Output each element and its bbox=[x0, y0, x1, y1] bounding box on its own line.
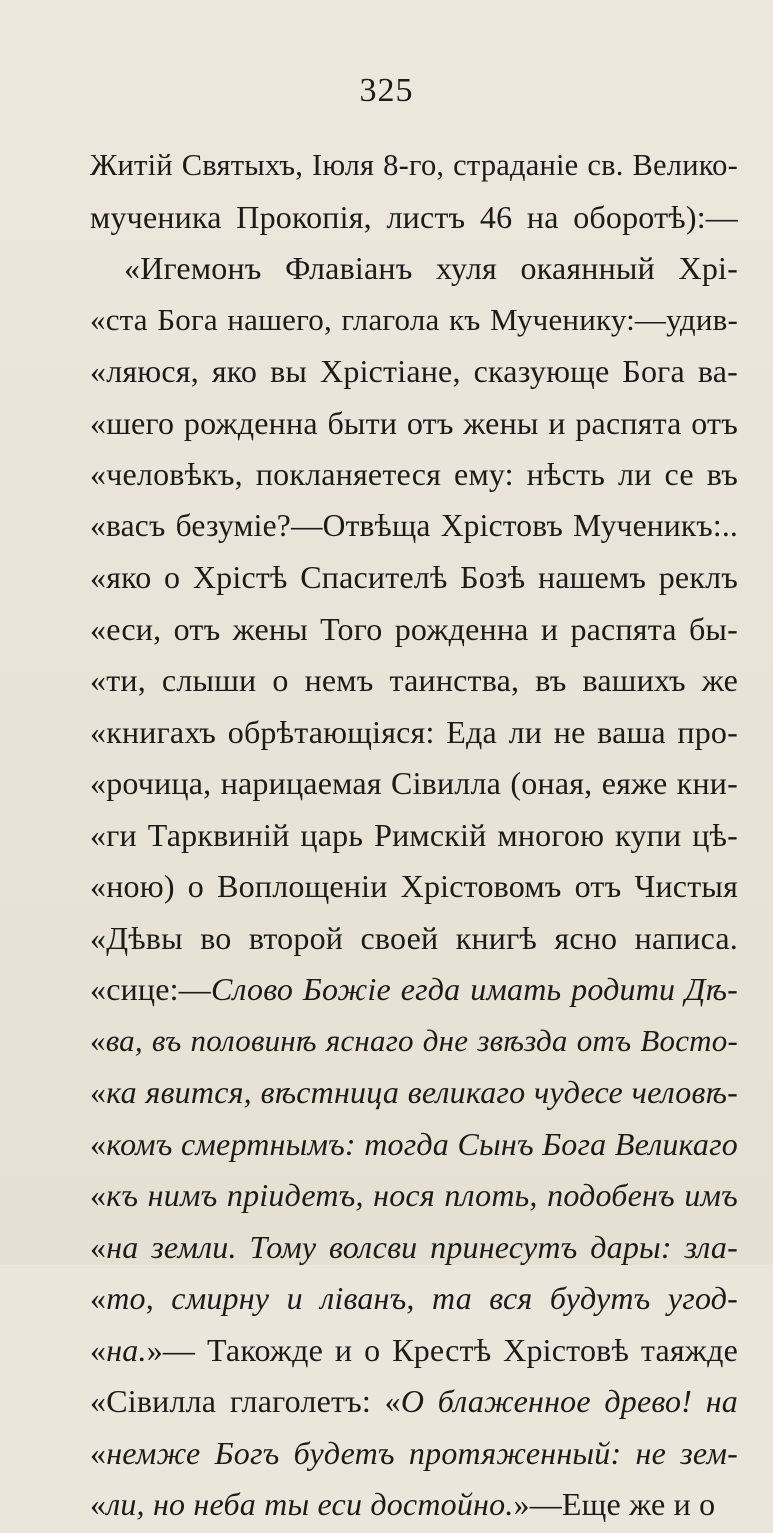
text-segment: « bbox=[90, 1486, 107, 1522]
text-segment: «сице:— bbox=[90, 971, 211, 1007]
text-segment: « bbox=[90, 1331, 107, 1368]
text-line bbox=[90, 1018, 738, 1070]
italic-text-segment: то, смирну и ліванъ, та вся будутъ угод- bbox=[106, 1280, 738, 1316]
italic-text-segment: ли, но неба ты еси достойно. bbox=[106, 1486, 514, 1522]
text-line bbox=[90, 709, 738, 761]
text-segment: «человѣкъ, покланяетеся ему: нѣсть ли се въ bbox=[90, 456, 738, 492]
text-segment: Житій Святыхъ, Іюля 8-го, страданіе св. Велико- bbox=[90, 148, 738, 182]
italic-text-segment: къ нимъ пріидетъ, нося плоть, подобенъ имъ bbox=[106, 1177, 738, 1213]
text-segment: « bbox=[90, 1022, 106, 1058]
text-segment: «ною) о Воплощеніи Хрістовомъ отъ Чистыя bbox=[90, 868, 738, 904]
text-segment: «книгахъ обрѣтающіяся: Еда ли не ваша про- bbox=[90, 713, 738, 750]
text-segment: «Сівилла глаголетъ: « bbox=[90, 1383, 401, 1419]
text-line bbox=[90, 1430, 738, 1482]
text-line bbox=[90, 142, 738, 194]
italic-text-segment: на. bbox=[106, 1331, 147, 1368]
text-line bbox=[90, 554, 738, 606]
text-line bbox=[90, 245, 738, 297]
text-segment: »—Еще же и о bbox=[513, 1486, 716, 1522]
italic-text-segment: ва, въ половинѣ яснаго дне звѣзда отъ Восто- bbox=[105, 1022, 738, 1058]
text-segment: « bbox=[90, 1228, 107, 1265]
text-segment: «яко о Хрістѣ Спасителѣ Бозѣ нашемъ реклъ bbox=[90, 559, 738, 595]
text-segment: «ляюся, яко вы Хрістіане, сказующе Бога ва- bbox=[90, 353, 738, 389]
text-line bbox=[90, 297, 738, 349]
text-segment: «васъ безуміе?—Отвѣща Хрістовъ Мученикъ:.. bbox=[90, 507, 738, 543]
text-segment: «Дѣвы во второй своей книгѣ ясно написа. bbox=[90, 919, 738, 956]
text-line bbox=[90, 194, 738, 246]
text-line bbox=[90, 1481, 738, 1533]
text-line bbox=[90, 348, 738, 400]
page-number: 325 bbox=[359, 72, 414, 109]
italic-text-segment: Слово Божіе егда имать родити Дѣ- bbox=[210, 971, 738, 1007]
text-segment: «рочица, нарицаемая Сівилла (оная, еяже кни- bbox=[90, 765, 738, 801]
text-segment: мученика Прокопія, листъ 46 на оборотѣ):— bbox=[90, 198, 738, 235]
text-segment: « bbox=[90, 1074, 107, 1110]
text-line bbox=[90, 1069, 738, 1121]
text-segment: « bbox=[90, 1434, 107, 1471]
text-line bbox=[90, 606, 738, 658]
text-line bbox=[90, 451, 738, 503]
text-segment: «ти, слыши о немъ таинства, въ вашихъ же bbox=[90, 662, 738, 698]
text-segment: «еси, отъ жены Того рожденна и распята бы- bbox=[90, 610, 738, 647]
text-line bbox=[90, 1378, 738, 1430]
text-segment: «ги Тарквиній царь Римскій многою купи цѣ- bbox=[90, 816, 738, 853]
text-segment: «ста Бога нашего, глагола къ Мученику:—удив- bbox=[90, 301, 738, 337]
text-line bbox=[90, 1172, 738, 1224]
text-line bbox=[90, 863, 738, 915]
text-line bbox=[90, 1327, 738, 1379]
text-segment: »— Такожде и о Крестѣ Хрістовѣ таяжде bbox=[146, 1331, 738, 1368]
italic-text-segment: О блаженное древо! на bbox=[400, 1383, 739, 1419]
text-line bbox=[90, 400, 738, 452]
text-segment: « bbox=[90, 1280, 107, 1316]
italic-text-segment: немже Богъ будетъ протяженный: не зем- bbox=[106, 1434, 738, 1471]
text-line bbox=[90, 657, 738, 709]
text-segment: «шего рожденна быти отъ жены и распята отъ bbox=[90, 404, 738, 441]
text-line bbox=[90, 966, 738, 1018]
page-text bbox=[90, 142, 738, 1533]
text-line bbox=[90, 503, 738, 555]
text-line bbox=[90, 1224, 738, 1276]
text-line bbox=[90, 812, 738, 864]
text-segment: « bbox=[90, 1125, 107, 1162]
text-line bbox=[90, 915, 738, 967]
text-line bbox=[90, 1275, 738, 1327]
text-line bbox=[90, 760, 738, 812]
text-segment: « bbox=[90, 1177, 107, 1213]
italic-text-segment: комъ смертнымъ: тогда Сынъ Бога Великаго bbox=[106, 1125, 738, 1162]
italic-text-segment: на земли. Тому волсви принесутъ дары: зла- bbox=[106, 1228, 738, 1265]
text-segment: «Игемонъ Флавіанъ хуля окаянный Хрі- bbox=[124, 250, 738, 286]
text-line bbox=[90, 1121, 738, 1173]
italic-text-segment: ка явится, вѣстница великаго чудесе человѣ- bbox=[106, 1074, 738, 1110]
